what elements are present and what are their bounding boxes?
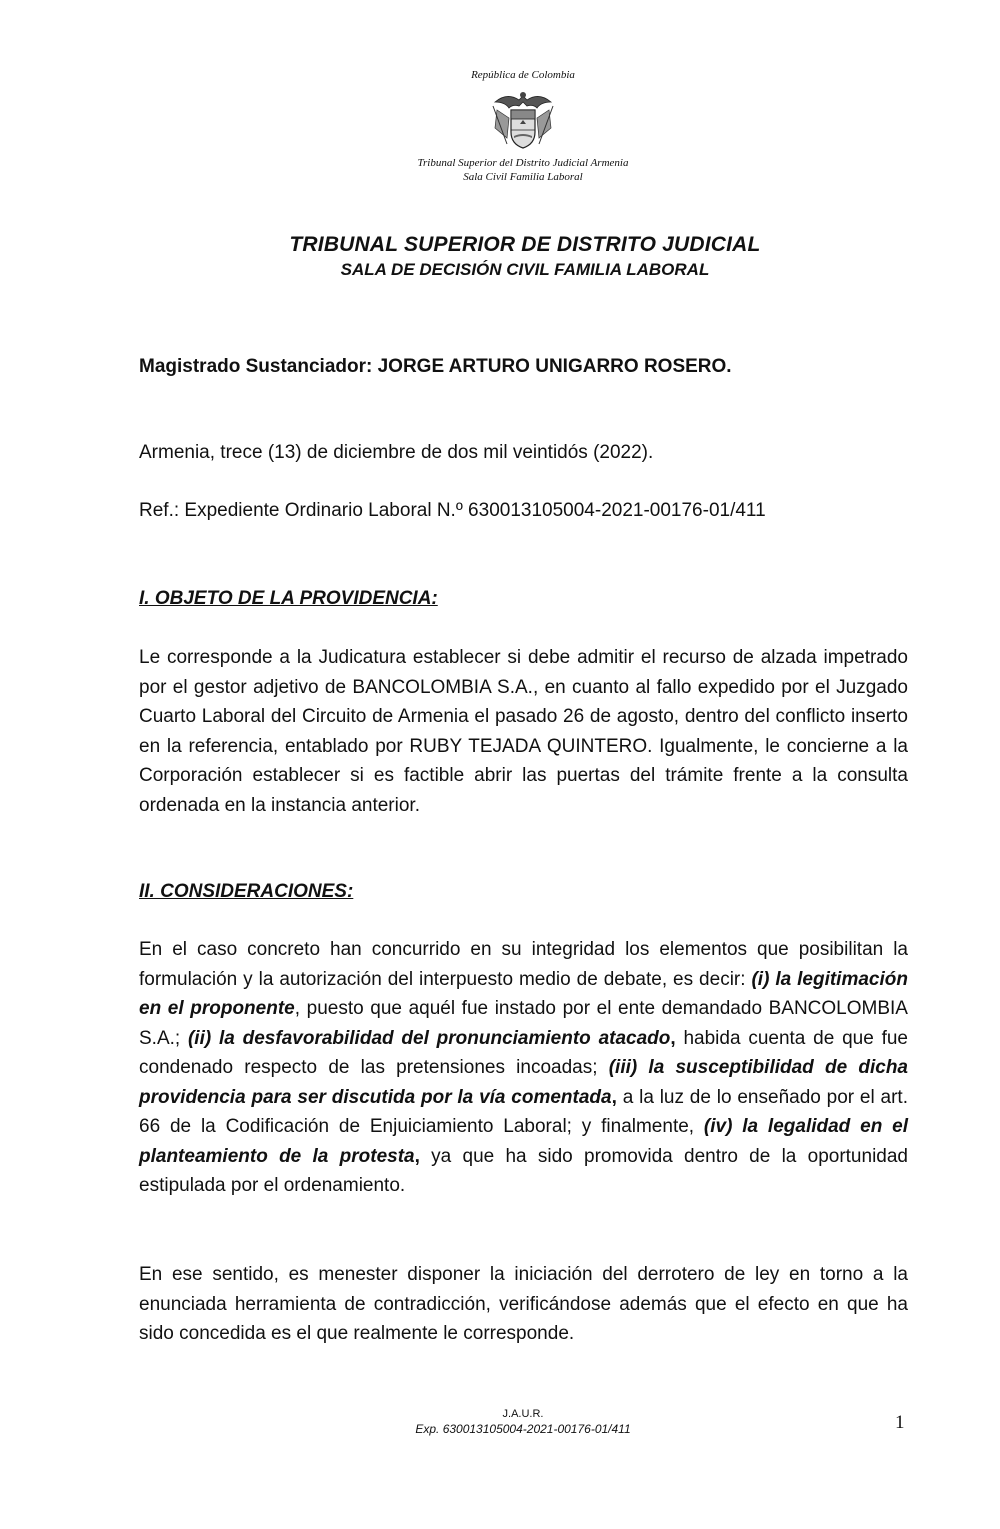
chamber-name: Sala Civil Familia Laboral: [463, 171, 583, 183]
bold-comma: ,: [414, 1145, 420, 1167]
main-title: TRIBUNAL SUPERIOR DE DISTRITO JUDICIAL: [289, 233, 761, 256]
objeto-paragraph: Le corresponde a la Judicatura establecer si debe admitir el recurso de alzada impetrado por el gestor adjetivo de BANCOLOMBIA S.A., en cuanto al fallo expedido por el Juzgado Cuarto Laboral del Circuito de Armenia el pasado 26 de agosto, dentro del conflicto inserto en la referencia, entablado por RUBY TEJADA QUINTERO. Igualmente, le concierne a la Corporación establecer si es factible abrir las puertas del trámite frente a la consulta ordenada en la instancia anterior.: [139, 647, 908, 816]
consideraciones-paragraph-1: [139, 935, 908, 1201]
sub-title: SALA DE DECISIÓN CIVIL FAMILIA LABORAL: [340, 260, 710, 279]
colombia-coat-of-arms-icon: [487, 88, 559, 152]
page-footer: [0, 1407, 1000, 1437]
document-titles: [0, 232, 1000, 282]
footer-expediente: Exp. 630013105004-2021-00176-01/411: [415, 1422, 631, 1436]
text-run: En el caso concreto han concurrido en su integridad los elementos que posibilitan la formulación y la autorización del interpuesto medio de debate, es decir:: [139, 939, 908, 990]
emphasis-susceptibilidad: (iii) la susceptibilidad de dicha providencia para ser discutida por la vía comentada: [139, 1057, 908, 1108]
text-run: ya que ha sido promovida dentro de la oportunidad estipulada por el ordenamiento.: [139, 1145, 908, 1196]
text-run: habida cuenta de que fue condenado respecto de las pretensiones incoadas;: [139, 1027, 908, 1078]
text-run: a la luz de lo enseñado por el art. 66 de la Codificación de Enjuiciamiento Laboral; y finalmente,: [139, 1086, 908, 1137]
text-run: , puesto que aquél fue instado por el ente demandado BANCOLOMBIA S.A.;: [139, 998, 908, 1049]
court-name: Tribunal Superior del Distrito Judicial Armenia: [417, 157, 629, 169]
country-name: República de Colombia: [471, 69, 575, 81]
bold-comma: ,: [611, 1086, 617, 1108]
emphasis-legitimacion: (i) la legitimación en el proponente: [139, 968, 908, 1019]
section-heading-objeto: I. OBJETO DE LA PROVIDENCIA:: [139, 588, 438, 609]
section-heading-consideraciones: II. CONSIDERACIONES:: [139, 881, 354, 902]
footer-initials: J.A.U.R.: [502, 1408, 544, 1420]
consideraciones-paragraph-2: En ese sentido, es menester disponer la iniciación del derrotero de ley en torno a la enunciada herramienta de contradicción, verificándose además que el efecto en que ha sido concedida es el que realmente le corresponde.: [139, 1264, 908, 1344]
reference-line: Ref.: Expediente Ordinario Laboral N.º 630013105004-2021-00176-01/411: [139, 500, 766, 521]
magistrate-line: Magistrado Sustanciador: JORGE ARTURO UNIGARRO ROSERO.: [139, 356, 732, 377]
date-line: Armenia, trece (13) de diciembre de dos mil veintidós (2022).: [139, 442, 654, 463]
letterhead: [0, 68, 1000, 184]
bold-comma: ,: [670, 1027, 676, 1049]
emphasis-desfavorabilidad: (ii) la desfavorabilidad del pronunciamiento atacado: [187, 1027, 671, 1049]
emphasis-legalidad: (iv) la legalidad en el planteamiento de la protesta: [139, 1116, 908, 1167]
page-number: 1: [895, 1412, 905, 1433]
